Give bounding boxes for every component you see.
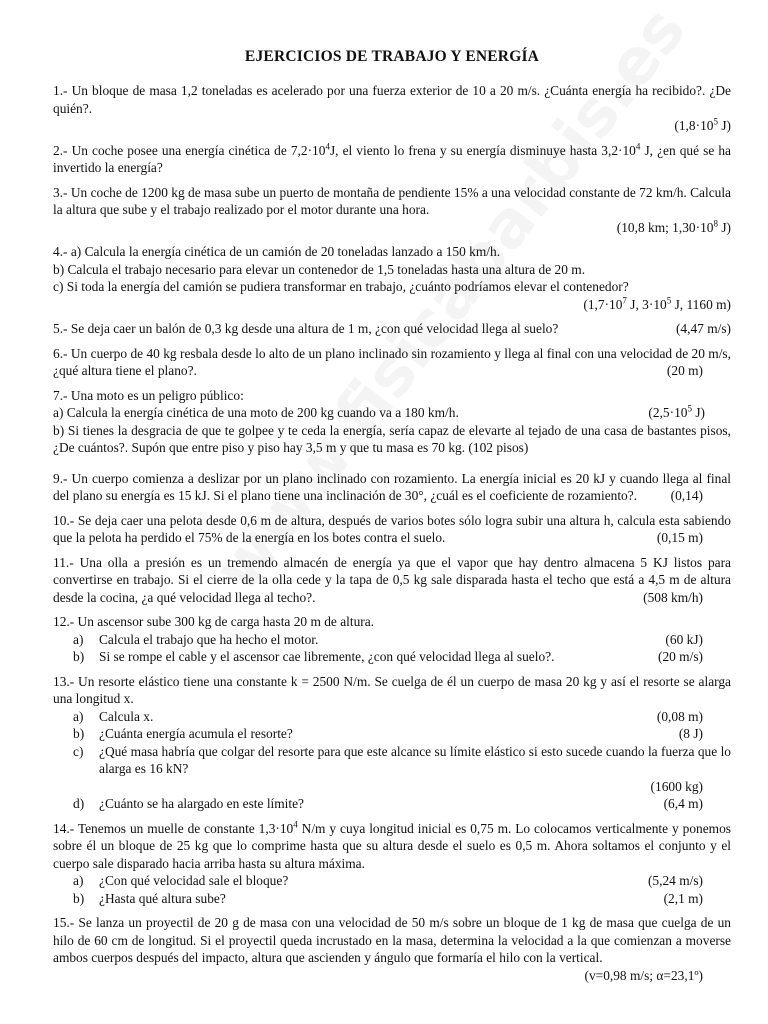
exercise-14-item: a) ¿Con qué velocidad sale el bloque? (5,24 m/s) xyxy=(53,872,731,890)
exercise-14-item: b) ¿Hasta qué altura sube? (2,1 m) xyxy=(53,890,731,908)
exercise-12 xyxy=(53,613,731,666)
exercise-2 xyxy=(53,142,731,177)
exercise-13-item-answer: (1600 kg) xyxy=(650,778,703,794)
exercise-10-text: 10.- Se deja caer una pelota desde 0,6 m de altura, después de varios botes sólo logra subir una altura h, calcula esta sabiendo que la pelota ha perdido el 75% de la energía en los botes contra el suelo. xyxy=(53,512,731,545)
exercise-10 xyxy=(53,512,731,547)
exercise-7-part-b: b) Si tienes la desgracia de que te golpee y te ceda la energía, sería capaz de elevarte al tejado de una casa de bastantes pisos, ¿De cuántos?. Supón que entre piso y piso hay 3,5 m y que tu masa es 70 kg. (102 pisos) xyxy=(53,422,731,455)
exercise-14 xyxy=(53,820,731,908)
exercise-6-text: 6.- Un cuerpo de 40 kg resbala desde lo alto de un plano inclinado sin rozamiento y llega al final con una velocidad de 20 m/s, ¿qué altura tiene el plano?. xyxy=(53,345,731,378)
exercise-13-item-answer: (0,08 m) xyxy=(656,708,703,724)
exercise-13-item-answer: (8 J) xyxy=(678,726,703,741)
exercise-1-text: 1.- Un bloque de masa 1,2 toneladas es acelerado por una fuerza exterior de 10 a 20 m/s. ¿Cuánta energía ha recibido?. ¿De quién?. xyxy=(53,83,731,116)
worksheet xyxy=(53,48,731,991)
exercise-4-part-a: 4.- a) Calcula la energía cinética de un camión de 20 toneladas lanzado a 150 km/h. xyxy=(53,244,501,259)
exercise-7-part-b-answer: (102 pisos) xyxy=(468,440,529,455)
exercise-14-intro: 14.- Tenemos un muelle de constante $1,3\cdot 10^4$ N/m y cuya longitud inicial es 0,75 m. Lo colocamos verticalmente y ponemos sobre él un bloque de 25 kg que lo comprime hasta que su altura desde el suelo es 0,5 m. Ahora soltamos el conjunto y el cuerpo sale disparado hacia arriba hasta su altura máxima. xyxy=(53,819,731,871)
exercise-13-item-answer: (6,4 m) xyxy=(663,796,703,811)
exercise-9 xyxy=(53,470,731,505)
exercise-15-answer: (v=0,98 m/s; α=23,1º) xyxy=(584,967,703,983)
exercise-1 xyxy=(53,82,731,135)
exercise-3-text: 3.- Un coche de 1200 kg de masa sube un puerto de montaña de pendiente 15% a una velocidad constante de 72 km/h. Calcula la altura que sube y el trabajo realizado por el motor durante una hora. xyxy=(53,184,731,217)
exercise-14-item-answer: (5,24 m/s) xyxy=(647,873,703,888)
exercise-11 xyxy=(53,554,731,607)
exercise-13-item: d) ¿Cuánto se ha alargado en este límite? (6,4 m) xyxy=(53,795,731,813)
exercise-9-text: 9.- Un cuerpo comienza a deslizar por un plano inclinado con rozamiento. La energía inicial es 20 kJ y cuando llega al final del plano su energía es 15 kJ. Si el plano tiene una inclinación de 30°, ¿cuál es el coeficiente de rozamiento?. xyxy=(53,470,731,503)
exercise-3 xyxy=(53,184,731,237)
page-title: EJERCICIOS DE TRABAJO Y ENERGÍA xyxy=(244,48,540,65)
exercise-5-text: 5.- Se deja caer un balón de 0,3 kg desde una altura de 1 m, ¿con qué velocidad llega al suelo? xyxy=(53,321,559,336)
exercise-6-answer: (20 m) xyxy=(666,363,703,378)
exercise-9-answer: (0,14) xyxy=(670,488,703,503)
exercise-15 xyxy=(53,914,731,984)
exercise-3-answer: (10,8 km; $1,30\cdot 10^8$ J) xyxy=(616,218,731,235)
exercise-7-part-a: a) Calcula la energía cinética de una moto de 200 kg cuando va a 180 km/h. xyxy=(53,405,459,420)
exercise-12-item: b) Si se rompe el cable y el ascensor cae libremente, ¿con qué velocidad llega al suelo?. (20 m/s) xyxy=(53,648,731,666)
exercise-13 xyxy=(53,673,731,813)
exercise-14-item-answer: (2,1 m) xyxy=(663,890,703,906)
exercise-13-item: c) ¿Qué masa habría que colgar del resorte para que este alcance su límite elástico si esto sucede cuando la fuerza que lo alarga es 16 kN? xyxy=(73,743,731,776)
exercise-4 xyxy=(53,243,731,313)
exercise-11-answer: (508 km/h) xyxy=(643,589,703,605)
exercise-5 xyxy=(53,320,731,338)
exercise-2-text: 2.- Un coche posee una energía cinética de $7,2\cdot 10^4J$, el viento lo frena y su energía disminuye hasta $3,2\cdot 10^4$ J, ¿en qué se ha invertido la energía? xyxy=(53,141,731,175)
exercise-4-part-b: b) Calcula el trabajo necesario para elevar un contenedor de 1,5 toneladas hasta una altura de 20 m. xyxy=(53,261,586,277)
exercise-4-part-c: c) Si toda la energía del camión se pudiera transformar en trabajo, ¿cuánto podríamos elevar el contenedor? xyxy=(53,279,629,294)
exercise-12-item-answer: (20 m/s) xyxy=(657,649,703,664)
exercise-6 xyxy=(53,345,731,380)
exercise-5-answer: (4,47 m/s) xyxy=(675,321,731,336)
exercise-12-item-answer: (60 kJ) xyxy=(665,631,703,647)
exercise-4-answer: ($1,7\cdot 10^7$ J, $3\cdot 10^5$ J, 1160 m) xyxy=(583,295,731,312)
exercise-7 xyxy=(53,387,731,457)
exercise-7-intro: 7.- Una moto es un peligro público: xyxy=(53,387,244,403)
exercise-1-answer: ($1,8\cdot 10^5$ J) xyxy=(674,116,731,133)
exercise-10-answer: (0,15 m) xyxy=(656,530,703,545)
exercise-13-item: a) Calcula x. (0,08 m) xyxy=(53,708,731,726)
exercise-7-part-a-answer: ($2,5\cdot 10^5$ J) xyxy=(648,403,705,420)
exercise-13-item: b) ¿Cuánta energía acumula el resorte? (8 J) xyxy=(53,725,731,743)
exercise-12-intro: 12.- Un ascensor sube 300 kg de carga hasta 20 m de altura. xyxy=(53,614,375,629)
exercise-12-item: a) Calcula el trabajo que ha hecho el motor. (60 kJ) xyxy=(53,631,731,649)
exercise-15-text: 15.- Se lanza un proyectil de 20 g de masa con una velocidad de 50 m/s sobre un bloque de 1 kg de masa que cuelga de un hilo de 60 cm de longitud. Si el proyectil queda incrustado en la masa, determina la velocidad a la que comienzan a moverse ambos cuerpos después del impacto, altura que ascienden y ángulo que formaría el hilo con la vertical. xyxy=(53,915,731,965)
exercise-13-intro: 13.- Un resorte elástico tiene una constante k = 2500 N/m. Se cuelga de él un cuerpo de masa 20 kg y así el resorte se alarga una longitud x. xyxy=(53,673,731,706)
exercise-11-text: 11.- Una olla a presión es un tremendo almacén de energía ya que el vapor que hay dentro almacena 5 KJ listos para convertirse en trabajo. Si el cierre de la olla cede y la tapa de 0,5 kg sale disparada hasta el techo que está a 4,5 m de altura desde la cocina, ¿a qué velocidad llega al techo?. xyxy=(53,554,731,605)
